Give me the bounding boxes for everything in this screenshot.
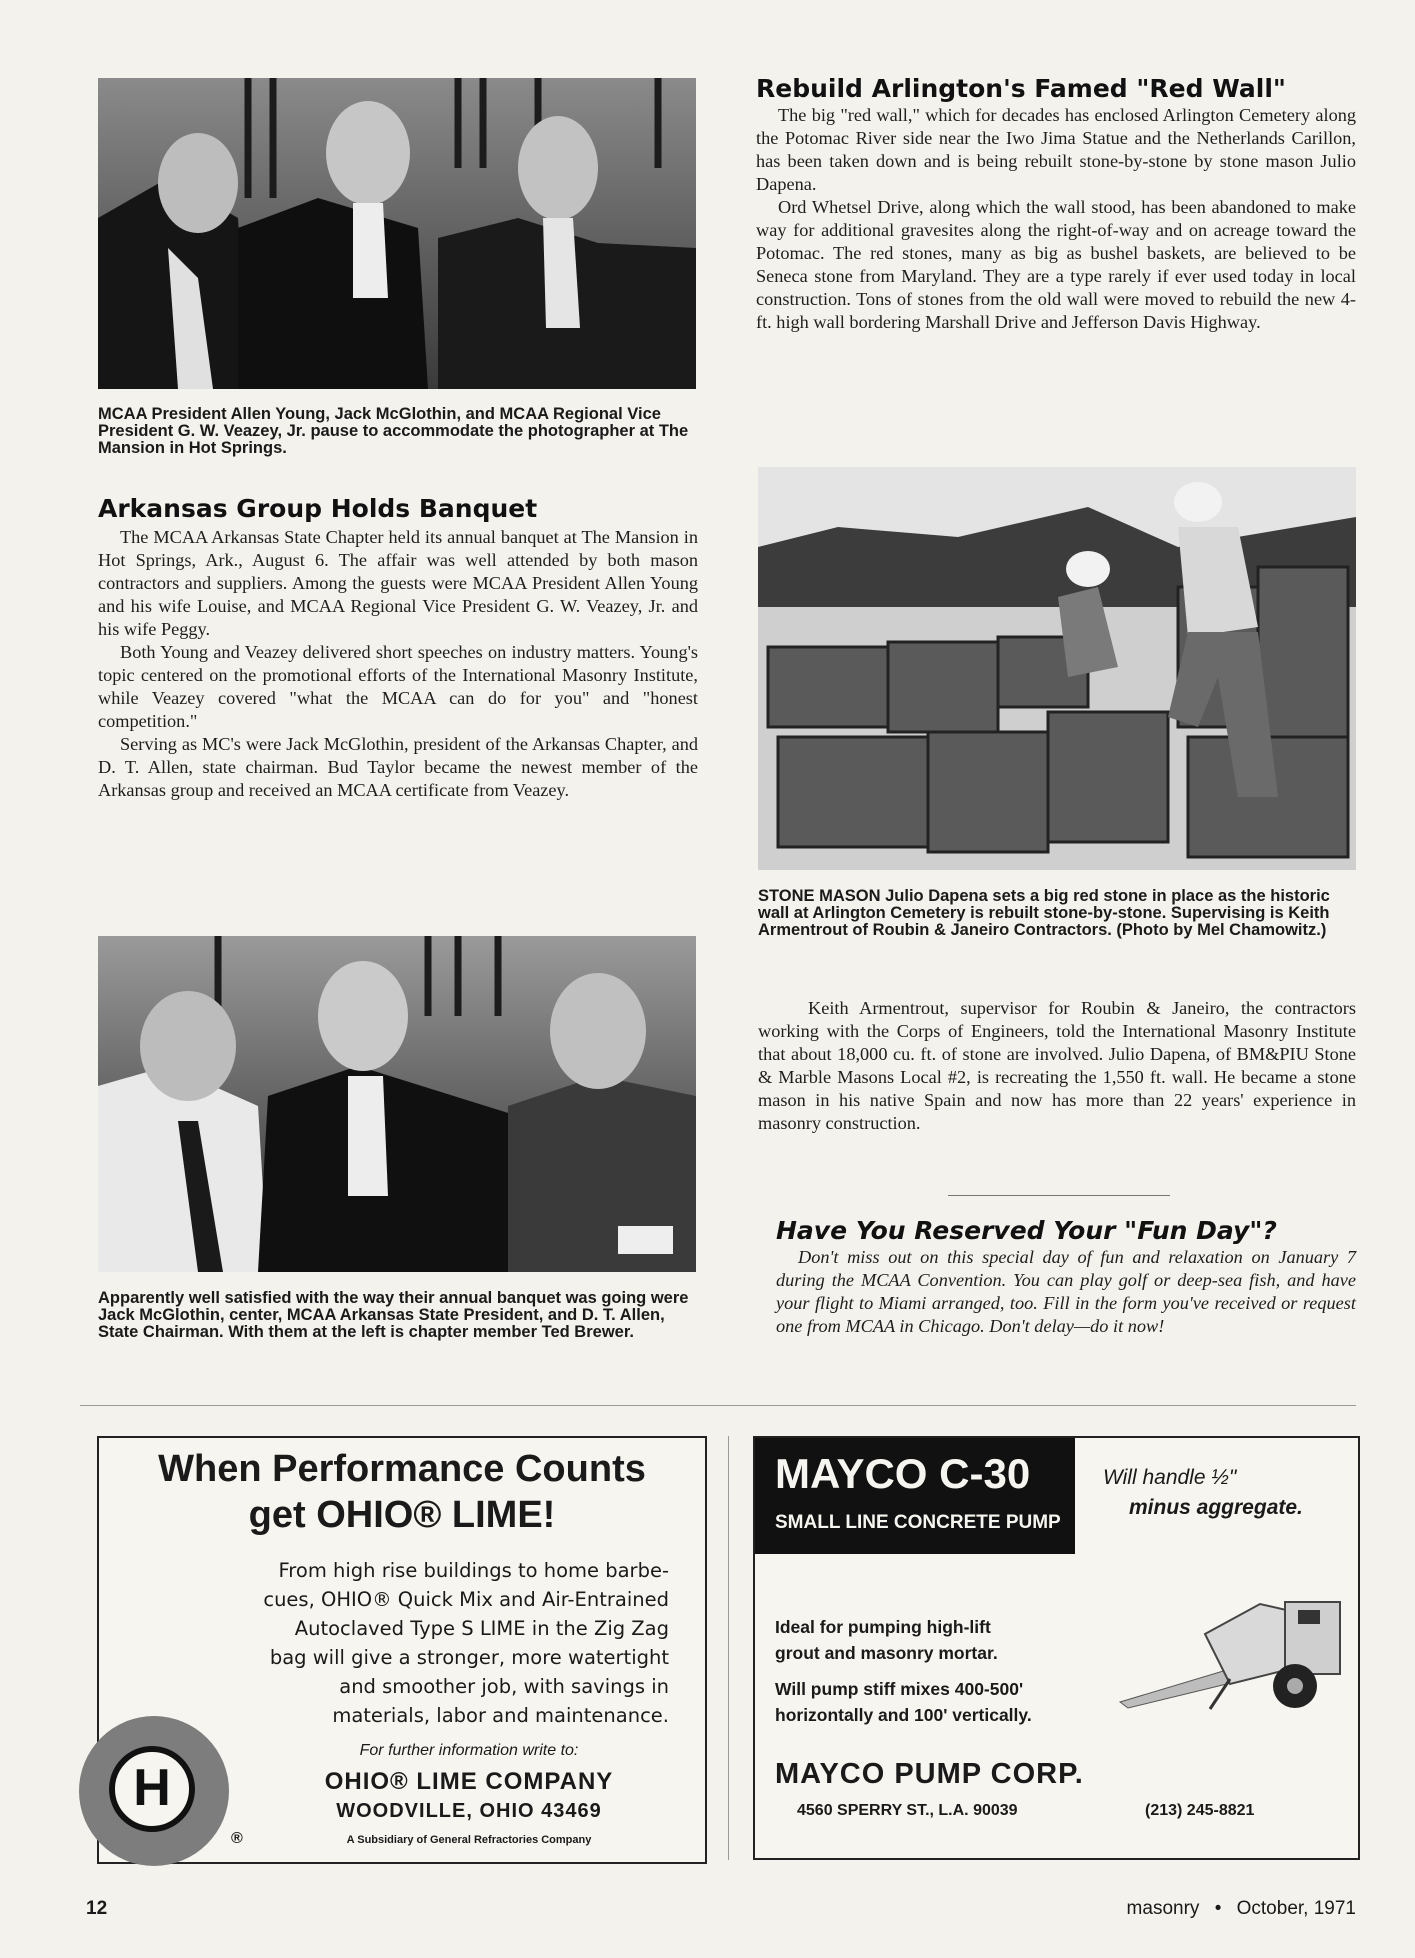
- armentrout-paragraph: [758, 997, 1356, 1135]
- mayco-title: MAYCO C-30: [775, 1450, 1031, 1497]
- ohio-lime-ad: [97, 1436, 707, 1864]
- red-wall-paragraph-2: Ord Whetsel Drive, along which the wall stood, has been abandoned to make way for additional gravesites along the right-of-way and on acreage toward the Potomac. The red stones, many as big as bushel baskets, are believed to be Seneca stone from Maryland. They are a type rarely if ever used today in local construction. Tons of stones from the old wall were moved to rebuild the new 4-ft. high wall bordering Marshall Drive and Jefferson Davis Highway.: [756, 197, 1356, 332]
- mayco-phone: (213) 245-8821: [1145, 1802, 1255, 1819]
- photo-three-men: [98, 78, 696, 389]
- red-wall-headline: Rebuild Arlington's Famed "Red Wall": [756, 74, 1286, 103]
- footer-magazine: masonry: [1126, 1898, 1200, 1919]
- ohio-ad-headline-2: get OHIO® LIME!: [248, 1494, 556, 1536]
- mayco-company: MAYCO PUMP CORP.: [775, 1758, 1084, 1790]
- mayco-ad: [753, 1436, 1360, 1860]
- mayco-features: [775, 1614, 1032, 1728]
- page-number: 12: [86, 1898, 108, 1919]
- ohio-logo: [79, 1716, 229, 1866]
- ohio-ad-body-line-6: materials, labor and maintenance.: [332, 1704, 669, 1727]
- section-divider: [948, 1195, 1170, 1196]
- mayco-tagline-2: minus aggregate.: [1129, 1496, 1303, 1519]
- ohio-further-info: For further information write to:: [359, 1742, 579, 1759]
- red-wall-paragraph-3: Keith Armentrout, supervisor for Roubin & Janeiro, the contractors working with the Corps of Engineers, told the International Masonry Institute that about 18,000 cu. ft. of stone are involved. Julio Dapena, of BM&PIU Stone & Marble Masons Local #2, is recreating the 1,550 ft. wall. He became a stone mason in his native Spain and now has more than 22 years' experience in masonry construction.: [758, 998, 1356, 1133]
- mayco-address: 4560 SPERRY ST., L.A. 90039: [797, 1802, 1018, 1819]
- mayco-feature-line-1: Ideal for pumping high-lift: [775, 1617, 991, 1637]
- ohio-ad-body-line-5: and smoother job, with savings in: [339, 1675, 669, 1698]
- ads-vertical-divider: [728, 1436, 729, 1860]
- ads-divider: [80, 1405, 1356, 1406]
- mayco-tagline-1: Will handle ½": [1103, 1466, 1237, 1489]
- arkansas-headline: Arkansas Group Holds Banquet: [98, 494, 538, 523]
- arkansas-paragraph-1: The MCAA Arkansas State Chapter held its annual banquet at The Mansion in Hot Springs, Ark., August 6. The affair was well attended by both mason contractors and suppliers. Among the guests were MCAA President Allen Young and his wife Louise, and MCAA Regional Vice President G. W. Veazey, Jr. and his wife Peggy.: [98, 527, 698, 639]
- ohio-ad-body-line-4: bag will give a stronger, more watertight: [269, 1646, 669, 1669]
- footer-date: October, 1971: [1236, 1898, 1356, 1919]
- photo2-caption: Apparently well satisfied with the way their annual banquet was going were Jack McGlothin, center, MCAA Arkansas State President, and D. T. Allen, State Chairman. With them at the left is chapter member Ted Brewer.: [98, 1289, 689, 1341]
- ohio-logo-letter: H: [133, 1759, 171, 1817]
- mayco-feature-line-4: horizontally and 100' vertically.: [775, 1705, 1032, 1725]
- ohio-address: WOODVILLE, OHIO 43469: [336, 1800, 602, 1822]
- red-wall-article-body: [756, 104, 1356, 334]
- mayco-feature-line-3: Will pump stiff mixes 400-500': [775, 1679, 1024, 1699]
- ohio-ad-body: [99, 1556, 669, 1730]
- photo1-caption: MCAA President Allen Young, Jack McGlothin, and MCAA Regional Vice President G. W. Veazey, Jr. pause to accommodate the photographer at The Mansion in Hot Springs.: [98, 405, 689, 457]
- photo-stone-mason: [758, 467, 1356, 870]
- ohio-ad-headline-1: When Performance Counts: [158, 1448, 646, 1490]
- ohio-company-name: OHIO® LIME COMPANY: [324, 1768, 614, 1795]
- red-wall-paragraph-1: The big "red wall," which for decades has enclosed Arlington Cemetery along the Potomac River side near the Iwo Jima Statue and the Netherlands Carillon, has been taken down and is being rebuilt stone-by-stone by stone mason Julio Dapena.: [756, 105, 1356, 194]
- photo-banquet-men: [98, 936, 696, 1272]
- mayco-subtitle: SMALL LINE CONCRETE PUMP: [775, 1512, 1061, 1533]
- stone-mason-caption: STONE MASON Julio Dapena sets a big red stone in place as the historic wall at Arlington Cemetery is rebuilt stone-by-stone. Supervising is Keith Armentrout of Roubin & Janeiro Contractors. (Photo by Mel Chamowitz.): [758, 887, 1330, 939]
- arkansas-paragraph-2: Both Young and Veazey delivered short speeches on industry matters. Young's topic centered on the promotional efforts of the International Masonry Institute, while Veazey covered "what the MCAA can do for you" and "honest competition.": [98, 642, 698, 731]
- fun-day-text: Don't miss out on this special day of fun and relaxation on January 7 during the MCAA Convention. You can play golf or deep-sea fish, and have your flight to Miami arranged, too. Fill in the form you've received or request one from MCAA in Chicago. Don't delay—do it now!: [776, 1247, 1356, 1336]
- arkansas-article-body: [98, 526, 698, 802]
- ohio-ad-body-line-2: cues, OHIO® Quick Mix and Air-Entrained: [263, 1588, 669, 1611]
- footer-bullet: •: [1214, 1898, 1222, 1919]
- fun-day-body: [776, 1246, 1356, 1338]
- ohio-subsidiary: A Subsidiary of General Refractories Company: [346, 1834, 592, 1846]
- mayco-title-block: [755, 1438, 1075, 1554]
- ohio-ad-body-line-3: Autoclaved Type S LIME in the Zig Zag: [294, 1617, 669, 1640]
- mayco-feature-line-2: grout and masonry mortar.: [775, 1643, 998, 1663]
- concrete-pump-image: [1110, 1574, 1350, 1714]
- arkansas-paragraph-3: Serving as MC's were Jack McGlothin, president of the Arkansas Chapter, and D. T. Allen, state chairman. Bud Taylor became the newest member of the Arkansas group and received an MCAA certificate from Veazey.: [98, 734, 698, 800]
- ohio-ad-body-line-1: From high rise buildings to home barbe-: [278, 1559, 669, 1582]
- footer-magazine-date: [1000, 1898, 1356, 1920]
- fun-day-headline: Have You Reserved Your "Fun Day"?: [776, 1216, 1277, 1245]
- registered-mark: ®: [231, 1830, 243, 1847]
